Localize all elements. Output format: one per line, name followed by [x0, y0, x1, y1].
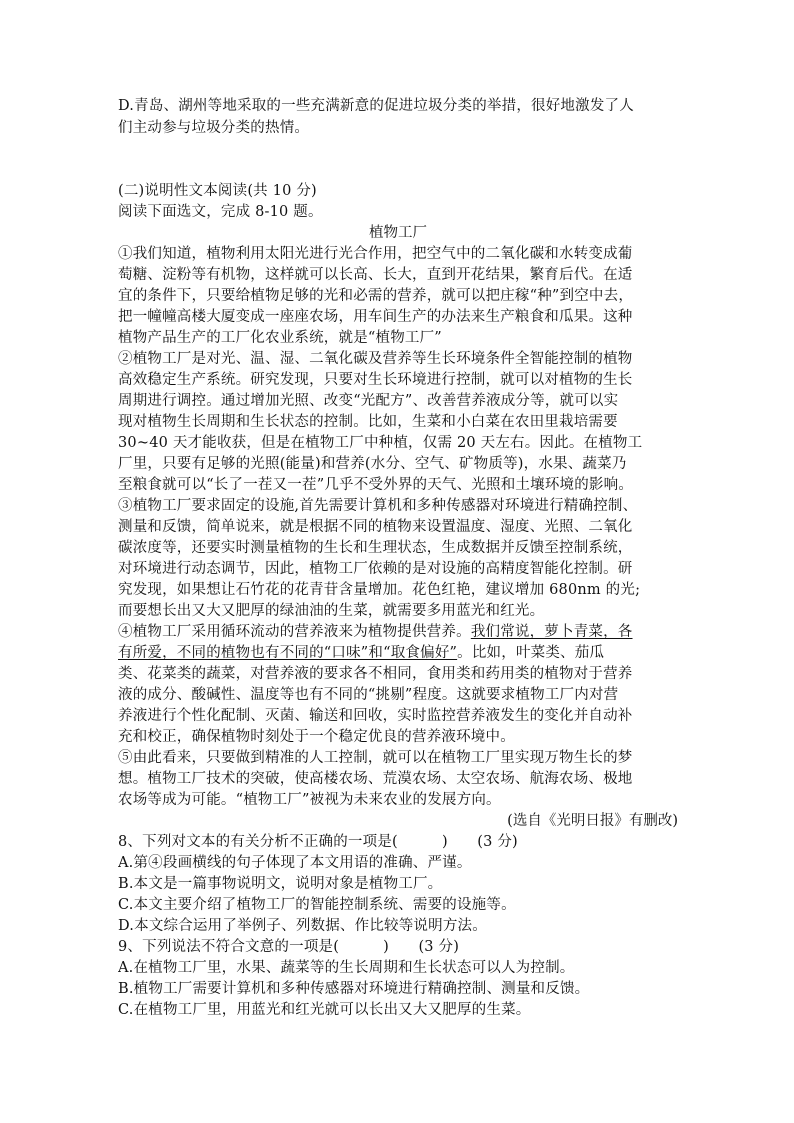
- p2-line: 30~40 天才能收获，但是在植物工厂中种植，仅需 20 天左右。因此。在植物工: [118, 435, 643, 451]
- prev-option-d-line2: 们主动参与垃圾分类的热情。: [118, 120, 310, 136]
- question-8-option-a: A.第④段画横线的句子体现了本文用语的准确、严谨。: [118, 855, 472, 871]
- p2-line: ②植物工厂是对光、温、湿、二氧化碳及营养等生长环境条件全智能控制的植物: [118, 351, 633, 367]
- prev-option-d-line1: D.青岛、湖州等地采取的一些充满新意的促进垃圾分类的举措，很好地激发了人: [118, 98, 634, 114]
- p5-line: ⑤由此看来，只要做到精准的人工控制，就可以在植物工厂里实现万物生长的梦: [118, 750, 633, 766]
- article-title: 植物工厂: [369, 225, 427, 241]
- question-8-option-c: C.本文主要介绍了植物工厂的智能控制系统、需要的设施等。: [118, 897, 516, 913]
- question-8-option-d: D.本文综合运用了举例子、列数据、作比较等说明方法。: [118, 918, 487, 934]
- p3-line: 碳浓度等，还要实时测量植物的生长和生理状态，生成数据并反馈至控制系统，: [118, 540, 633, 556]
- p1-line: ①我们知道，植物利用太阳光进行光合作用，把空气中的二氧化碳和水转变成葡: [118, 246, 633, 262]
- p2-line: 厂里，只要有足够的光照(能量)和营养(水分、空气、矿物质等)，水果、蔬菜乃: [118, 456, 627, 472]
- p2-line: 现对植物生长周期和生长状态的控制。比如，生菜和小白菜在农田里栽培需要: [118, 414, 618, 430]
- section-instruction: 阅读下面选文，完成 8-10 题。: [118, 204, 323, 220]
- p4-line: 充和校正，确保植物时刻处于一个稳定优良的营养液环境中。: [118, 729, 515, 745]
- p4-line: [118, 643, 678, 663]
- p4-text: ④植物工厂采用循环流动的营养液来为植物提供营养。: [118, 624, 471, 640]
- p1-line: 宜的条件下，只要给植物足够的光和必需的营养，就可以把庄稼“种”到空中去，: [118, 288, 634, 304]
- section-heading: (二)说明性文本阅读(共 10 分): [118, 183, 317, 199]
- question-9-stem: 9、下列说法不符合文意的一项是( ) (3 分): [118, 939, 460, 955]
- p3-line: 测量和反馈，简单说来，就是根据不同的植物来设置温度、湿度、光照、二氧化: [118, 519, 633, 535]
- underlined-sentence: 我们常说，萝卜青菜，各: [470, 624, 633, 640]
- p1-line: 植物产品生产的工厂化农业系统，就是“植物工厂”: [118, 330, 442, 346]
- question-8-option-b: B.本文是一篇事物说明文，说明对象是植物工厂。: [118, 876, 443, 892]
- question-9-option-b: B.植物工厂需要计算机和多种传感器对环境进行精确控制、测量和反馈。: [118, 981, 590, 997]
- p3-line: 对环境进行动态调节，因此，植物工厂依赖的是对设施的高精度智能化控制。研: [118, 561, 633, 577]
- p4-line: 养液进行个性化配制、灭菌、输送和回收，实时监控营养液发生的变化并自动补: [118, 708, 633, 724]
- p2-line: 高效稳定生产系统。研究发现，只要对生长环境进行控制，就可以对植物的生长: [118, 372, 633, 388]
- article-source: (选自《光明日报》有删改): [507, 813, 678, 829]
- underlined-sentence: 有所爱，不同的植物也有不同的“口味”和“取食偏好”: [118, 645, 458, 661]
- p4-text: 。比如，叶菜类、茄瓜: [457, 645, 605, 661]
- p3-line: 而要想长出又大又肥厚的绿油油的生菜，就需要多用蓝光和红光。: [118, 603, 545, 619]
- p1-line: 把一幢幢高楼大厦变成一座座农场，用车间生产的办法来生产粮食和瓜果。这种: [118, 309, 633, 325]
- p1-line: 萄糖、淀粉等有机物，这样就可以长高、长大，直到开花结果，繁育后代。在适: [118, 267, 633, 283]
- p3-line: 究发现，如果想让石竹花的花青苷含量增加。花色红艳，建议增加 680nm 的光;: [118, 582, 641, 598]
- question-9-option-a: A.在植物工厂里，水果、蔬菜等的生长周期和生长状态可以人为控制。: [118, 960, 575, 976]
- p5-line: 农场等成为可能。“植物工厂”被视为未来农业的发展方向。: [118, 792, 501, 808]
- p5-line: 想。植物工厂技术的突破，使高楼农场、荒漠农场、太空农场、航海农场、极地: [118, 771, 633, 787]
- question-9-option-c: C.在植物工厂里，用蓝光和红光就可以长出又大又肥厚的生菜。: [118, 1002, 531, 1018]
- p4-line: 液的成分、酸碱性、温度等也有不同的“挑剔”程度。这就要求植物工厂内对营: [118, 687, 619, 703]
- p3-line: ③植物工厂要求固定的设施,首先需要计算机和多种传感器对环境进行精确控制、: [118, 498, 638, 514]
- p4-line: [118, 622, 678, 642]
- question-8-stem: 8、下列对文本的有关分析不正确的一项是( ) (3 分): [118, 834, 518, 850]
- p2-line: 至粮食就可以“长了一茬又一茬”几乎不受外界的天气、光照和土壤环境的影响。: [118, 477, 634, 493]
- p4-line: 类、花菜类的蔬菜，对营养液的要求各不相同，食用类和药用类的植物对于营养: [118, 666, 633, 682]
- p2-line: 周期进行调控。通过增加光照、改变“光配方”、改善营养液成分等，就可以实: [118, 393, 619, 409]
